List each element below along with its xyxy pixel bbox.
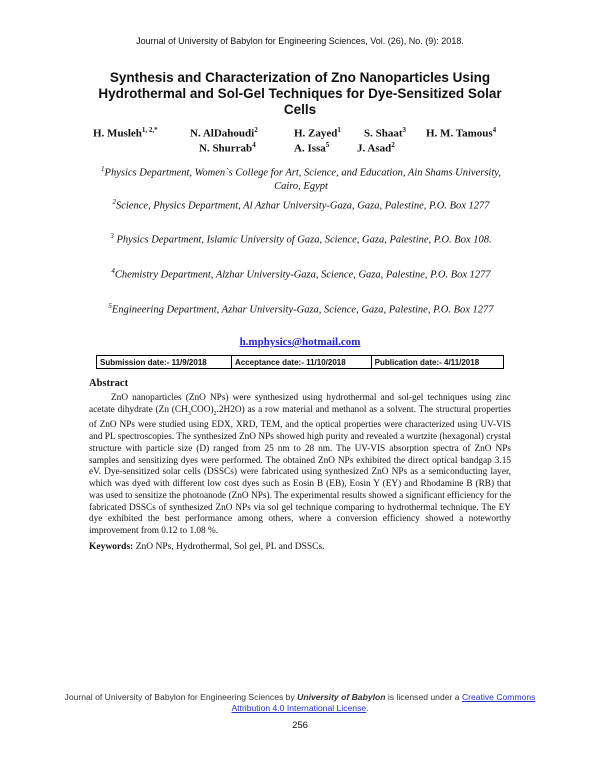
author-name: H. Musleh (93, 127, 142, 140)
author (93, 126, 158, 140)
keywords-text: ZnO NPs, Hydrothermal, Sol gel, PL and DSSCs. (133, 542, 325, 552)
author-name: H. M. Tamous (426, 127, 493, 140)
affiliation-number: 4 (111, 267, 115, 275)
affiliation-number: 1 (101, 165, 105, 173)
abstract-subscript: 3 (187, 410, 191, 417)
dates-table (96, 355, 504, 369)
footer-licensed: is licensed under a (385, 692, 462, 702)
author-name: H. Zayed (294, 127, 338, 140)
email-link[interactable]: h.mphysics@hotmail.com (239, 336, 361, 348)
footer-period: . (366, 703, 369, 713)
author (364, 126, 406, 140)
author-name: S. Shaat (364, 127, 403, 140)
affiliation-text: Chemistry Department, Alzhar University-Gaza, Science, Gaza, Palestine, P.O. Box 1277 (114, 269, 491, 281)
author (426, 126, 496, 140)
affiliation (92, 300, 510, 317)
author-affil-mark: 4 (492, 126, 497, 134)
title-line-1: Synthesis and Characterization of Zno Nanoparticles Using (109, 70, 491, 85)
affiliation-number: 3 (110, 232, 114, 240)
publication-date: Publication date:- 4/11/2018 (371, 356, 503, 369)
author-name: N. AlDahoudi (190, 127, 255, 140)
abstract-subscript: 2 (213, 410, 217, 417)
affiliation-number: 2 (112, 198, 116, 206)
abstract-part: ZnO nanoparticles (ZnO NPs) were synthesized using hydrothermal and sol-gel techniques using zinc acetate dihydrate (Zn (CH (89, 393, 511, 415)
license-footer (60, 692, 540, 714)
footer-by: by (283, 692, 298, 702)
affiliation-text: Engineering Department, Azhar University-Gaza, Science, Gaza, Palestine, P.O. Box 1277 (111, 304, 494, 316)
author (199, 141, 256, 155)
acceptance-date: Acceptance date:- 11/10/2018 (231, 356, 371, 369)
author-affil-mark: 1, 2,* (141, 126, 158, 134)
affiliation-text: Science, Physics Department, Al Azhar University-Gaza, Gaza, Palestine, P.O. Box 1277 (115, 200, 490, 212)
page-number: 256 (292, 720, 308, 731)
author-affil-mark: 1 (337, 126, 341, 134)
author-affil-mark: 5 (325, 141, 330, 149)
abstract-part: .2H2O) as a row material and methanol as a solvent. The structural properties of ZnO NPs were studied using EDX, XRD, TEM, and the optical properties were characterized using UV-VIS and PL spectroscopies. The synthesized ZnO NPs showed high purity and revealed a wurtzite (hexagonal) crystal structure with particle size (D) ranged from 25 nm to 28 nm. The UV-VIS absorption spectra of ZnO NPs samples and sensitizing dyes were performed. The obtained ZnO NPs exhibited the direct optical bandgap 3.15 eV. Dye-sensitized solar cells (DSSCs) were fabricated using synthesized ZnO NPs as a semiconducting layer, which was dyed with different low cost dyes such as Eosin B (EB), Eosin Y (EY) and Rhodamine B (RB) that was used to sensitize the photoanode (ZnO NPs). The experimental results showed a significant efficiency for the fabricated DSSCs of synthesized ZnO NPs via sol gel technique comparing to hydrothermal technique. The EY dye exhibited the best performance among others, where a conversion efficiency showed a noteworthy improvement from 0.12 to 1.08 %. (89, 404, 511, 537)
author-affil-mark: 3 (402, 126, 407, 134)
author (357, 141, 395, 155)
affiliation (92, 163, 510, 193)
submission-date: Submission date:- 11/9/2018 (97, 356, 232, 369)
affiliation (92, 196, 510, 213)
author (294, 126, 341, 140)
keywords (89, 542, 325, 552)
abstract-part: COO) (190, 404, 214, 415)
footer-publisher: University of Babylon (297, 692, 386, 702)
affiliation (92, 265, 510, 282)
affiliation (92, 230, 510, 247)
author-name: J. Asad (357, 142, 392, 155)
license-link[interactable]: Creative Commons Attribution 4.0 International License (231, 692, 536, 713)
author-affil-mark: 4 (252, 141, 256, 149)
author (190, 126, 258, 140)
affiliation-text: Physics Department, Women`s College for Art, Science, and Education, Ain Shams University, Cairo, Egypt (104, 167, 501, 192)
author-name: N. Shurrab (199, 142, 253, 155)
affiliation-number: 5 (108, 302, 112, 310)
author-affil-mark: 2 (254, 126, 258, 134)
paper-title (70, 70, 530, 118)
author-affil-mark: 2 (391, 141, 395, 149)
footer-journal: Journal of University of Babylon for Engineering Sciences (64, 692, 284, 702)
abstract-text (89, 393, 511, 538)
dates-row (97, 356, 504, 369)
title-line-2: Hydrothermal and Sol-Gel Techniques for Dye-Sensitized Solar (98, 86, 502, 101)
author (294, 141, 329, 155)
affiliation-text: Physics Department, Islamic University of Gaza, Science, Gaza, Palestine, P.O. Box 108. (113, 234, 492, 246)
title-line-3: Cells (283, 102, 317, 117)
journal-header: Journal of University of Babylon for Engineering Sciences, Vol. (26), No. (9): 2018. (136, 36, 464, 46)
author-name: A. Issa (294, 142, 326, 155)
abstract-heading: Abstract (89, 378, 129, 389)
keywords-label: Keywords: (89, 542, 134, 552)
